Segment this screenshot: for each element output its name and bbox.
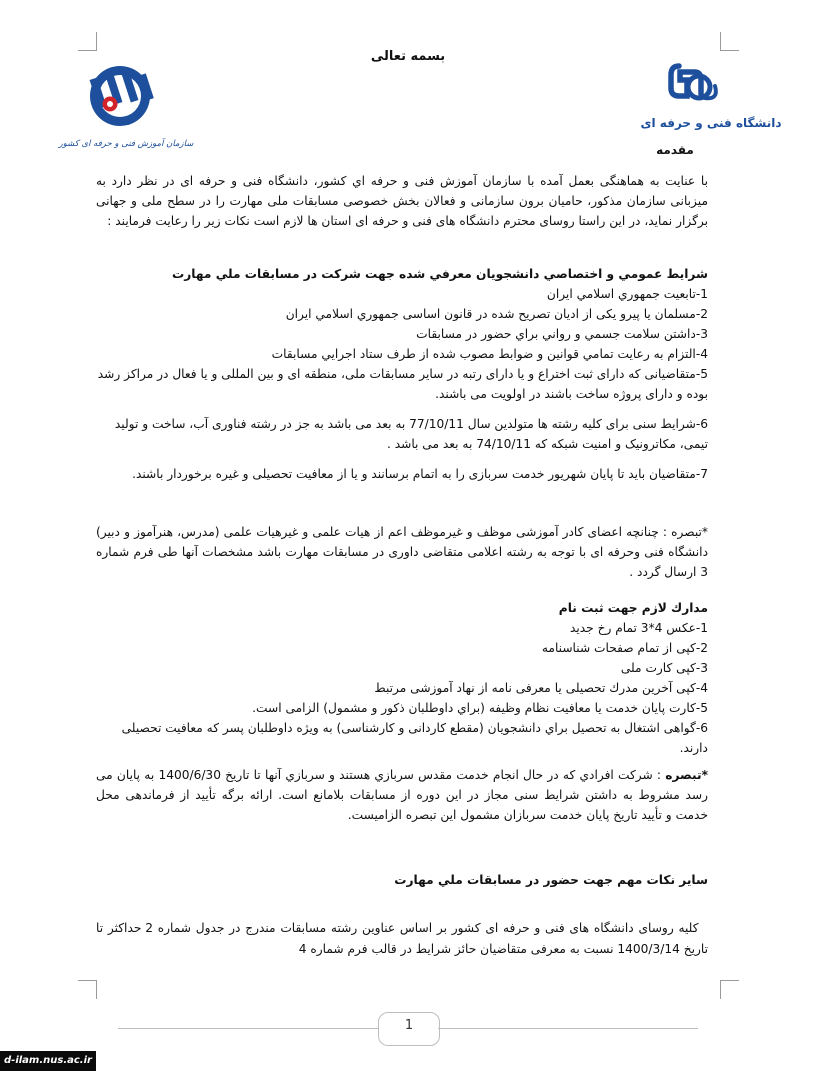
document-item: 5-کارت پایان خدمت يا معافيت نظام وظيفه (براي داوطلبان ذكور و مشمول) الزامی است. — [252, 701, 708, 715]
required-documents-heading: مدارك لازم جهت ثبت نام — [558, 601, 708, 615]
heading-bold-part: دانشجويان معرفي شده جهت شرکت در مسابقات ملي مهارت — [172, 267, 540, 281]
document-item: 1-عکس 4*3 تمام رخ جديد — [570, 621, 708, 635]
required-documents-section — [96, 598, 708, 758]
crop-mark-bottom-right — [720, 980, 739, 999]
other-notes-heading: سایر نکات مهم جهت حضور در مسابقات ملي مهارت — [394, 873, 708, 887]
condition-item: 1-تابعيت جمهوري اسلامي ايران — [546, 287, 708, 301]
university-logo — [640, 60, 782, 140]
organization-logo-text: سازمان آموزش فنی و حرفه ای کشور — [58, 139, 194, 149]
intro-paragraph: با عنایت به هماهنگی بعمل آمده با سازمان آموزش فنی و حرفه اي کشور، دانشگاه فنی و حرفه ای در نظر دارد به میزبانی سازمان مذکور، حامیان برون سازمانی و فعالان بخش خصوصی مسابقات ملی مهارت را در سطح ملی و جهانی برگزار نماید، در این راستا روسای محترم دانشگاه های فنی و حرفه ای استان ها لازم است نکات زیر را رعایت فرمایند : — [96, 174, 708, 228]
military-note-paragraph — [96, 765, 708, 825]
document-item: 3-کپی کارت ملی — [620, 661, 708, 675]
document-heading: بسمه تعالی — [370, 49, 446, 64]
page-number: 1 — [404, 1018, 414, 1033]
note-paragraph: *تبصره : چنانچه اعضای کادر آموزشی موظف و غیرموظف اعم از هیات علمی و غیرهیات علمی (مدرس، هنرآموز و دبیر) دانشگاه فنی وحرفه ای با توجه به رشته اعلامی متقاضی داوری در مسابقات مهارت باشد مشخصات آنها طی فرم شماره 3 ارسال گردد . — [96, 525, 708, 579]
heading-normal-part: شرايط عمومي و اختصاصي — [539, 267, 708, 281]
footer-line-right — [438, 1028, 698, 1029]
condition-item: 7-متقاضیان باید تا پایان شهریور خدمت سربازی را به اتمام برسانند و یا از معافیت تحصیلی و غیره برخوردار باشند. — [132, 467, 708, 481]
condition-item: 5-متقاضیانی که دارای ثبت اختراع و یا دارای رتبه در سایر مسابقات ملی، منطقه ای و بین المللی و یا فعال در مراکز رشد بوده و دارای پروژه ساخت باشند در اولویت می باشند. — [97, 367, 708, 401]
section-title-introduction: مقدمه — [656, 143, 694, 157]
document-item: 6-گواهی اشتغال به تحصيل براي دانشجويان (مقطع کاردانی و کارشناسی) به ويژه داوطلبان پسر که معافیت تحصیلی دارند. — [121, 721, 708, 755]
condition-item: 2-مسلمان يا پيرو يکی از اديان تصريح شده در قانون اساسی جمهوري اسلامي ايران — [285, 307, 708, 321]
source-watermark: d-ilam.nus.ac.ir — [0, 1051, 96, 1071]
general-conditions-heading — [96, 264, 708, 284]
document-item: 4-کپی آخرين مدرك تحصيلی يا معرفی نامه از نهاد آموزشی مرتبط — [374, 681, 708, 695]
bullet-text: کلیه روسای دانشگاه های فنی و حرفه ای کشور بر اساس عناوین رشته مسابقات مندرج در جدول شماره 2 حداکثر تا تاریخ 1400/3/14 نسبت به معرفی متقاضیان حائز شرایط در قالب فرم شماره 4 — [96, 921, 708, 956]
university-logo-text: دانشگاه فنی و حرفه ای — [640, 116, 782, 130]
footer-line-left — [118, 1028, 378, 1029]
condition-item: 6-شرایط سنی برای کلیه رشته ها متولدین سال 77/10/11 به بعد می باشد به جز در رشته فناوری آب، ساخت و تولید تیمی، مکاترونیک و امنیت شبکه که 74/10/11 به بعد می باشد . — [114, 417, 708, 451]
document-item: 2-کپی از تمام صفحات شناسنامه — [541, 641, 708, 655]
condition-item: 3-داشتن سلامت جسمي و رواني براي حضور در مسابقات — [416, 327, 708, 341]
crop-mark-bottom-left — [78, 980, 97, 999]
military-note-text: : شركت افرادي كه در حال انجام خدمت مقدس سربازي هستند و سربازي آنها تا تاريخ 1400/6/30 به پايان می رسد مشروط به داشتن شرايط سنی مجاز در اين دوره از مسابقات بلامانع است. ارائه برگه تأييد از فرماندهی محل خدمت و تأييد تاريخ پايان خدمت سربازان مشمول اين تبصره الزاميست. — [96, 768, 708, 822]
organization-logo — [58, 64, 194, 156]
military-note-label: *تبصره — [665, 768, 708, 782]
condition-item: 4-التزام به رعايت تمامي قوانين و ضوابط مصوب شده از طرف ستاد اجرايي مسابقات — [271, 347, 708, 361]
general-conditions-section — [96, 264, 708, 484]
other-notes-bullet — [96, 918, 708, 960]
